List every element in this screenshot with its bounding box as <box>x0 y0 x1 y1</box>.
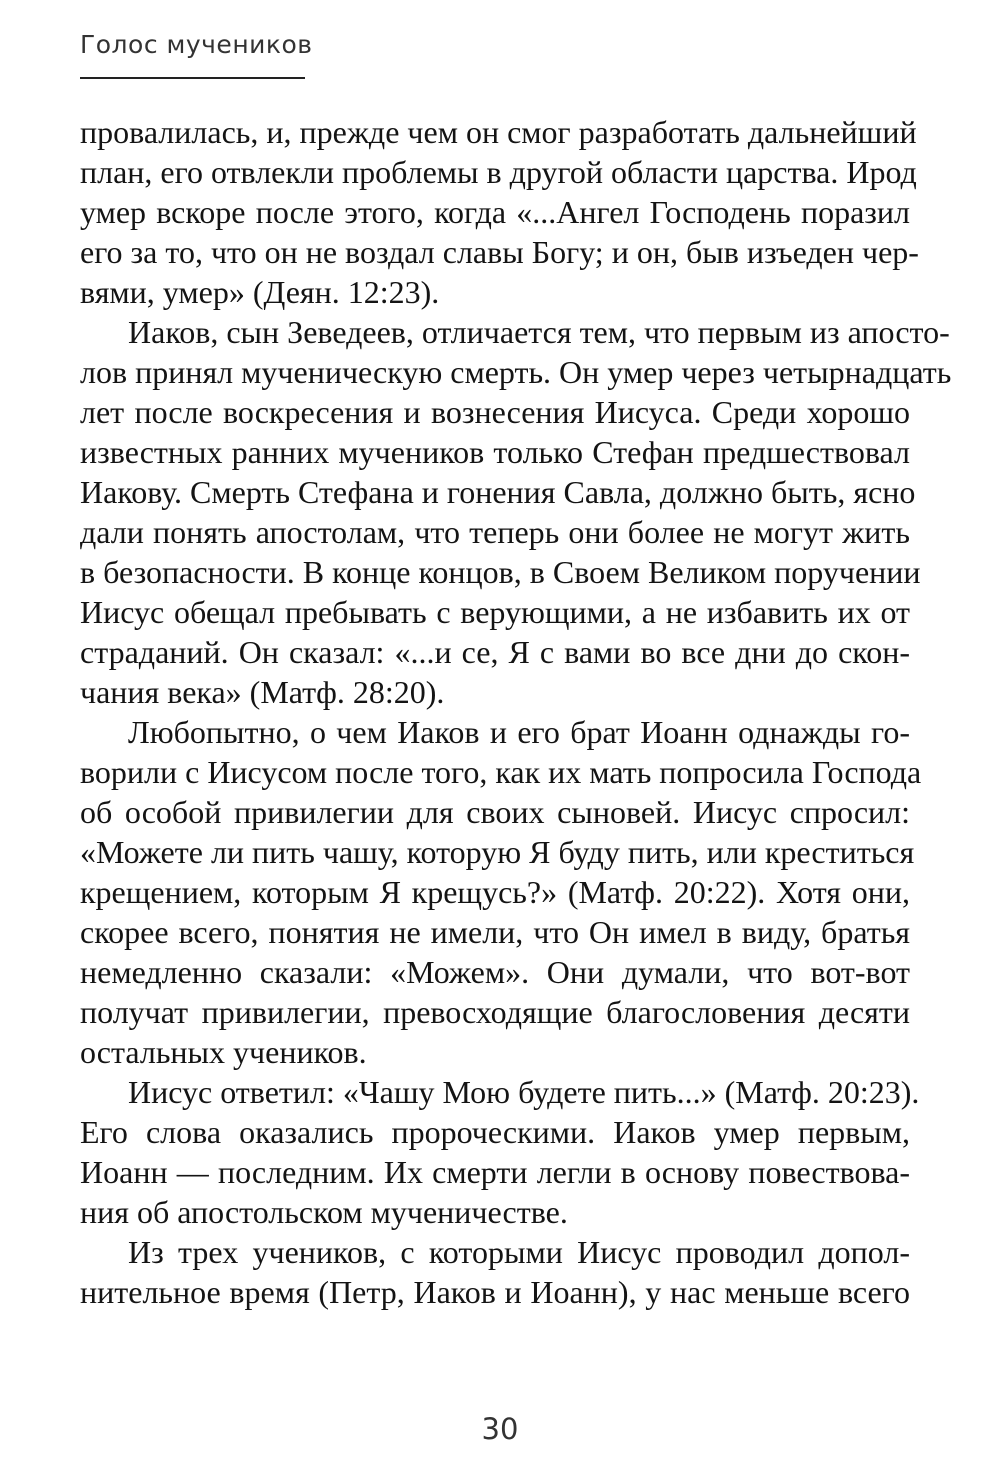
text-line: остальных учеников. <box>80 1034 367 1070</box>
text-line: Иакову. Смерть Стефана и гонения Савла, должно быть, ясно <box>80 474 916 510</box>
body-text <box>80 112 952 1312</box>
text-line: скорее всего, понятия не имели, что Он имел в виду, братья <box>80 914 910 950</box>
text-line: чания века» (Матф. 28:20). <box>80 674 445 710</box>
text-line: вями, умер» (Деян. 12:23). <box>80 274 440 310</box>
paragraph-1 <box>80 112 919 312</box>
text-line: умер вскоре после этого, когда «...Ангел Господень поразил <box>80 194 910 230</box>
text-line: крещением, которым Я крещусь?» (Матф. 20:22). Хотя они, <box>80 874 910 910</box>
text-line: получат привилегии, превосходящие благословения десяти <box>80 994 910 1030</box>
text-line: лет после воскресения и вознесения Иисуса. Среди хорошо <box>80 394 910 430</box>
running-head: Голос мучеников <box>80 30 313 59</box>
text-line: ворили с Иисусом после того, как их мать попросила Господа <box>80 754 922 790</box>
text-line: Иоанн — последним. Их смерти легли в основу повествова- <box>80 1154 910 1190</box>
text-line: нительное время (Петр, Иаков и Иоанн), у нас меньше всего <box>80 1274 910 1310</box>
text-line: «Можете ли пить чашу, которую Я буду пить, или креститься <box>80 834 915 870</box>
text-line: Из трех учеников, с которыми Иисус проводил допол- <box>128 1234 910 1270</box>
text-line: дали понять апостолам, что теперь они более не могут жить <box>80 514 910 550</box>
text-line: Любопытно, о чем Иаков и его брат Иоанн однажды го- <box>128 714 910 750</box>
text-line: Иисус ответил: «Чашу Мою будете пить...» (Матф. 20:23). <box>128 1074 920 1110</box>
text-line: Иаков, сын Зеведеев, отличается тем, что первым из апосто- <box>128 314 950 350</box>
paragraph-4 <box>80 1072 920 1232</box>
text-line: страданий. Он сказал: «...и се, Я с вами во все дни до скон- <box>80 634 910 670</box>
text-line: Иисус обещал пребывать с верующими, а не избавить их от <box>80 594 910 630</box>
text-line: ния об апостольском мученичестве. <box>80 1194 568 1230</box>
paragraph-3 <box>80 712 922 1072</box>
paragraph-5 <box>80 1232 910 1312</box>
text-line: лов принял мученическую смерть. Он умер через четырнадцать <box>80 354 952 390</box>
page-number: 30 <box>481 1412 519 1446</box>
text-line: известных ранних мучеников только Стефан предшествовал <box>80 434 910 470</box>
text-line: провалилась, и, прежде чем он смог разработать дальнейший <box>80 114 917 150</box>
text-line: об особой привилегии для своих сыновей. Иисус спросил: <box>80 794 910 830</box>
text-line: план, его отвлекли проблемы в другой области царства. Ирод <box>80 154 917 190</box>
text-line: Его слова оказались пророческими. Иаков умер первым, <box>80 1114 910 1150</box>
header-rule <box>80 77 305 79</box>
text-line: его за то, что он не воздал славы Богу; и он, быв изъеден чер- <box>80 234 919 270</box>
text-line: немедленно сказали: «Можем». Они думали, что вот-вот <box>80 954 910 990</box>
paragraph-2 <box>80 312 952 712</box>
text-line: в безопасности. В конце концов, в Своем Великом поручении <box>80 554 921 590</box>
